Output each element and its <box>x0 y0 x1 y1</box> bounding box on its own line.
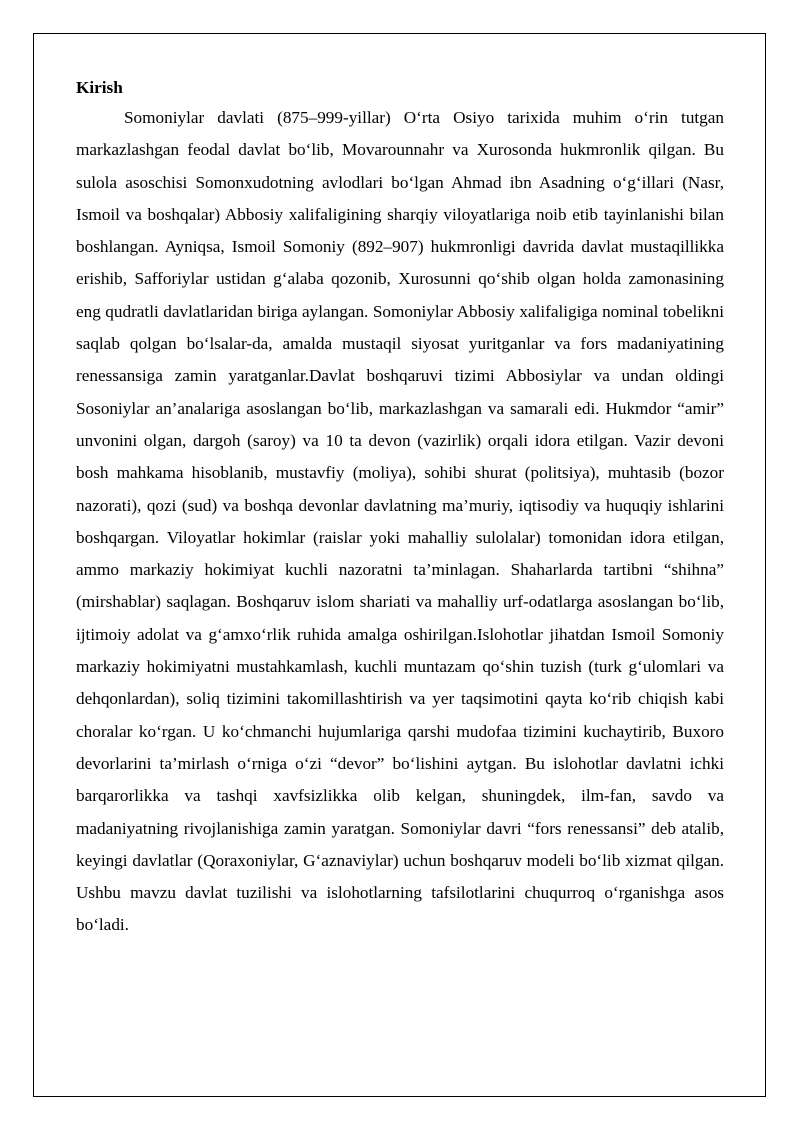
body-paragraph: Somoniylar davlati (875–999-yillar) O‘rta Osiyo tarixida muhim o‘rin tutgan markazlashgan feodal davlat bo‘lib, Movarounnahr va Xurosonda hukmronlik qilgan. Bu sulola asoschisi Somonxudotning avlodlari bo‘lgan Ahmad ibn Asadning o‘g‘illari (Nasr, Ismoil va boshqalar) Abbosiy xalifaligining sharqiy viloyatlariga noib etib tayinlanishi bilan boshlangan. Ayniqsa, Ismoil Somoniy (892–907) hukmronligi davrida davlat mustaqillikka erishib, Safforiylar ustidan g‘alaba qozonib, Xurosunni qo‘shib olgan holda zamonasining eng qudratli davlatlaridan biriga aylangan. Somoniylar Abbosiy xalifaligiga nominal tobelikni saqlab qolgan bo‘lsalar-da, amalda mustaqil siyosat yuritganlar va fors madaniyatining renessansiga zamin yaratganlar.Davlat boshqaruvi tizimi Abbosiylar va undan oldingi Sosoniylar an’analariga asoslangan bo‘lib, markazlashgan va samarali edi. Hukmdor “amir” unvonini olgan, dargoh (saroy) va 10 ta devon (vazirlik) orqali idora etilgan. Vazir devoni bosh mahkama hisoblanib, mustavfiy (moliya), sohibi shurat (politsiya), muhtasib (bozor nazorati), qozi (sud) va boshqa devonlar davlatning ma’muriy, iqtisodiy va huquqiy ishlarini boshqargan. Viloyatlar hokimlar (raislar yoki mahalliy sulolalar) tomonidan idora etilgan, ammo markaziy hokimiyat kuchli nazoratni ta’minlagan. Shaharlarda tartibni “shihna” (mirshablar) saqlagan. Boshqaruv islom shariati va mahalliy urf-odatlarga asoslangan bo‘lib, ijtimoiy adolat va g‘amxo‘rlik ruhida amalga oshirilgan.Islohotlar jihatdan Ismoil Somoniy markaziy hokimiyatni mustahkamlash, kuchli muntazam qo‘shin tuzish (turk g‘ulomlari va dehqonlardan), soliq tizimini takomillashtirish va yer taqsimotini qayta ko‘rib chiqish kabi choralar ko‘rgan. U ko‘chmanchi hujumlariga qarshi mudofaa tizimini kuchaytirib, Buxoro devorlarini ta’mirlash o‘rniga o‘zi “devor” bo‘lishini aytgan. Bu islohotlar davlatni ichki barqarorlikka va tashqi xavfsizlikka olib kelgan, shuningdek, ilm-fan, savdo va madaniyatning rivojlanishiga zamin yaratgan. Somoniylar davri “fors renessansi” deb atalib, keyingi davlatlar (Qoraxoniylar, G‘aznaviylar) uchun boshqaruv modeli bo‘lib xizmat qilgan. Ushbu mavzu davlat tuzilishi va islohotlarning tafsilotlarini chuqurroq o‘rganishga asos bo‘ladi. <box>76 108 724 935</box>
document-content <box>76 74 724 942</box>
section-heading: Kirish <box>76 78 123 97</box>
